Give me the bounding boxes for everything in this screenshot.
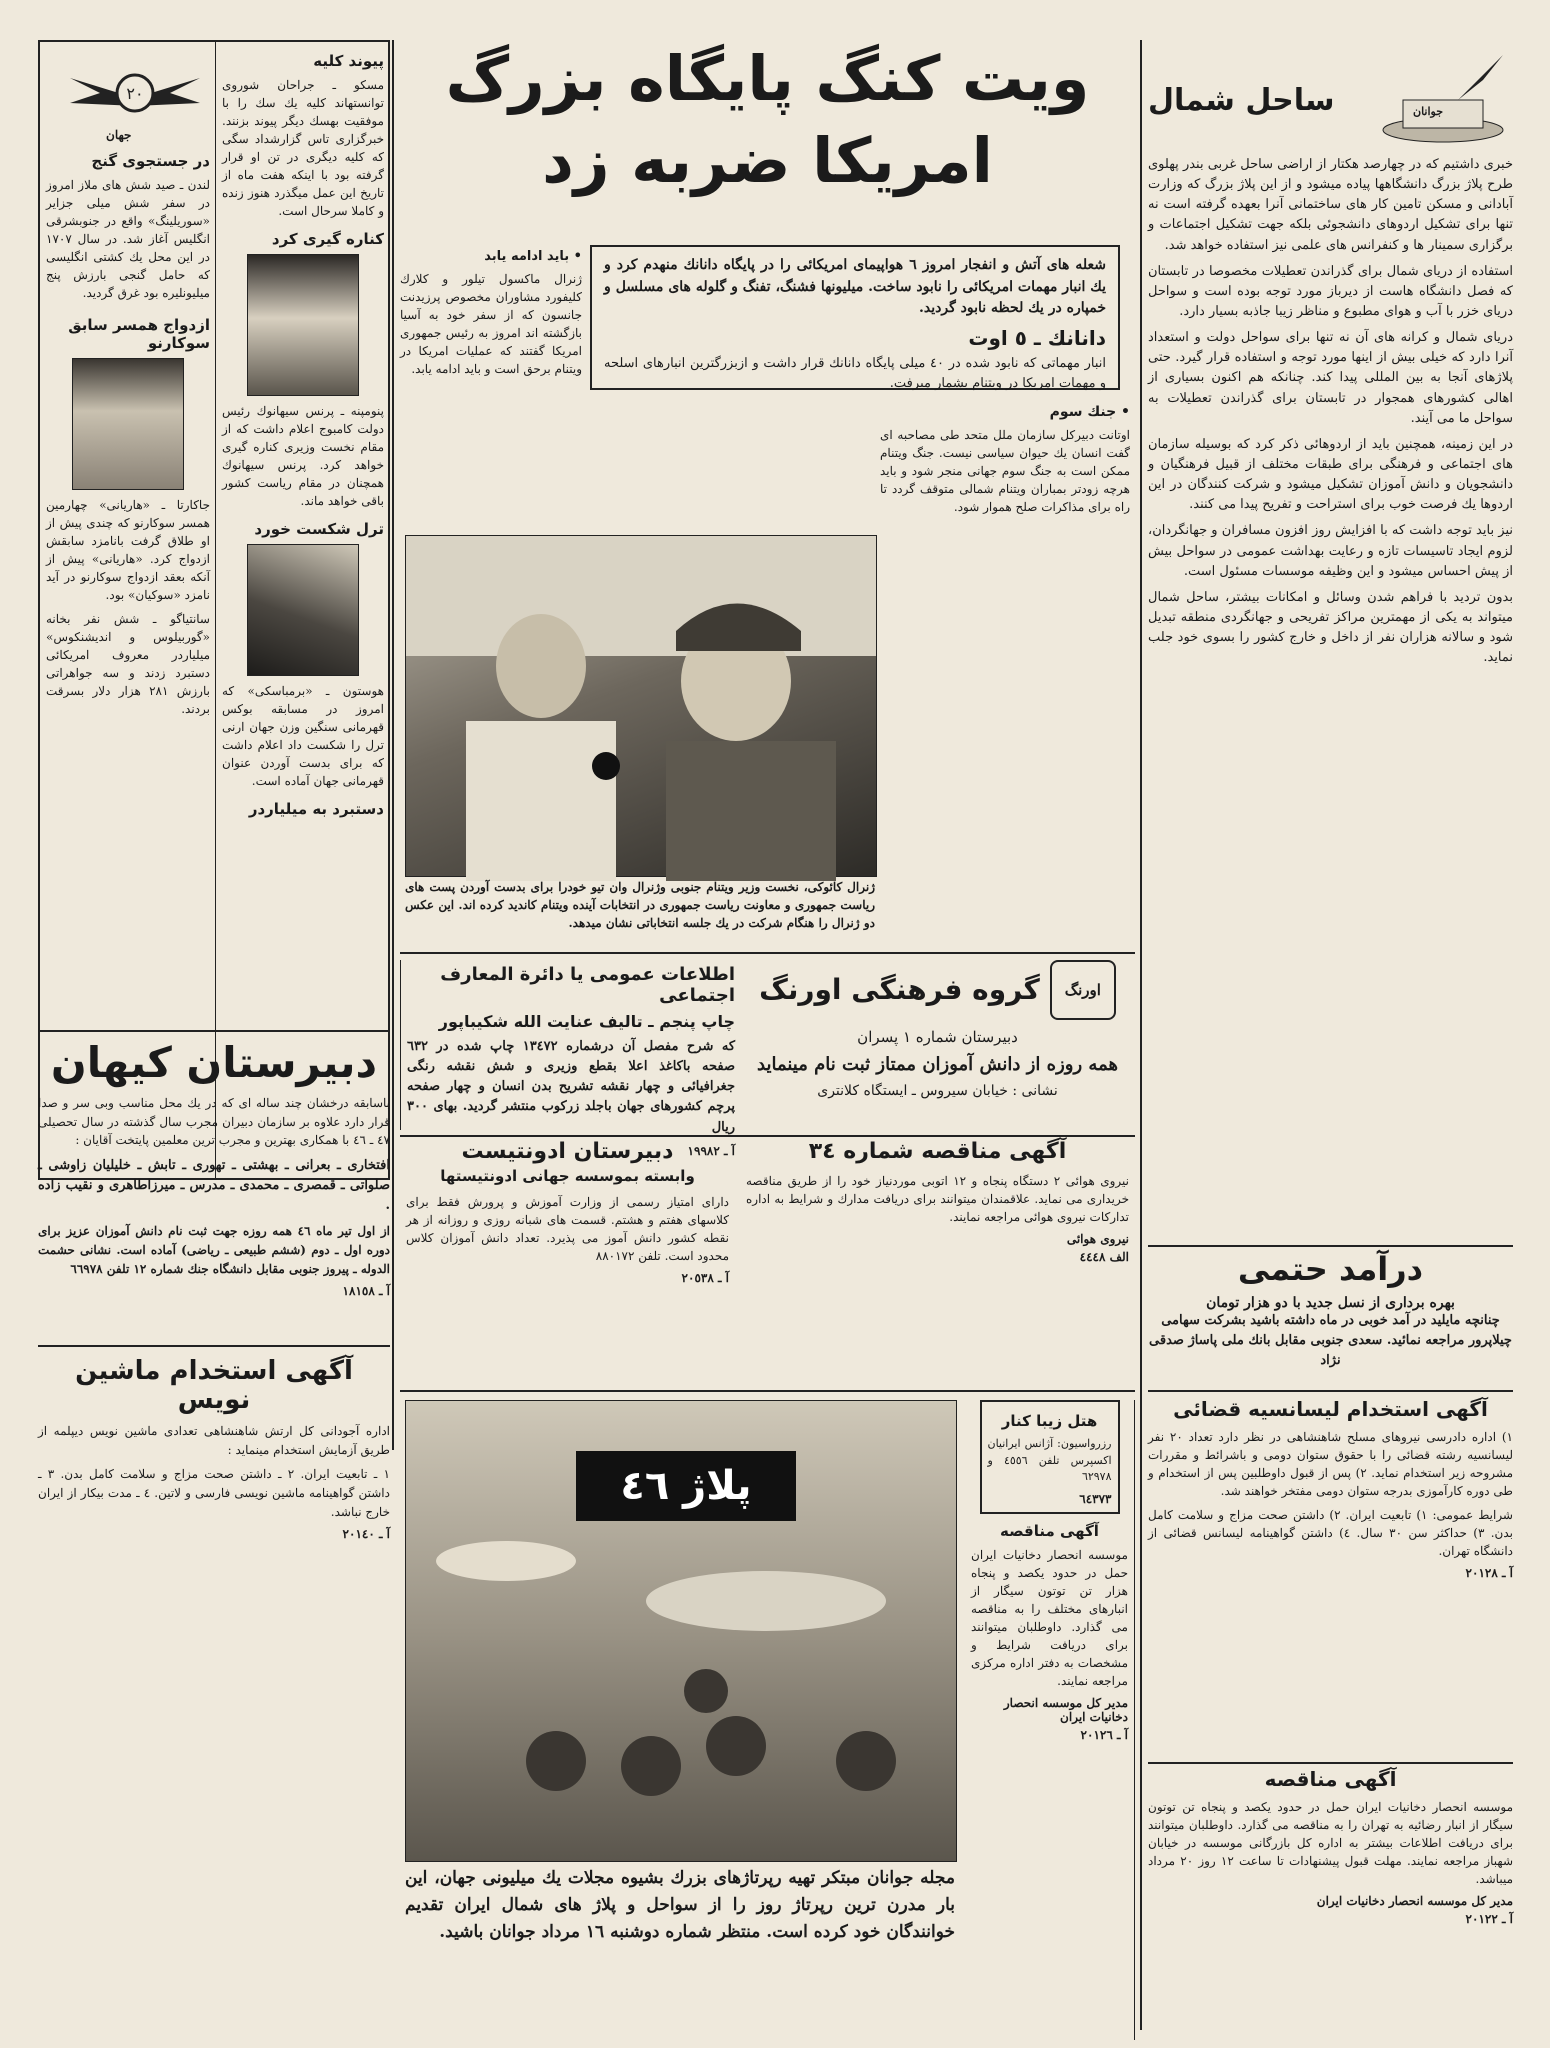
kidney-title: پیوند کلیه — [313, 52, 384, 70]
hotel-title: هتل زیبا کنار — [1001, 1412, 1098, 1430]
kayhan-school-code: آ ـ ١٨١٥٨ — [342, 1284, 390, 1299]
tender34-code: الف ٤٤٤٨ — [1079, 1250, 1129, 1265]
hotel-code: ٦٤٣٧٣ — [1079, 1491, 1112, 1506]
avrang-school: دبیرستان شماره ۱ پسران — [857, 1028, 1018, 1046]
hotel-ad — [980, 1400, 1120, 1514]
avrang-text: همه روزه از دانش آموزان ممتاز ثبت نام مینماید — [757, 1054, 1118, 1075]
section-rule — [400, 952, 1135, 954]
typist-title: آگهی استخدام ماشین نویس — [75, 1356, 353, 1415]
right-p5: نیز باید توجه داشت که با افزایش روز افزون مسافران و جهانگردان، لزوم ایجاد تاسیسات تازه و رعایت بهداشت عمومی در سواحل بیش از پیش احساس میشود و این وظیفه موسسات مسئول است. — [1148, 523, 1513, 579]
war-label: • جنك سوم — [1049, 404, 1130, 420]
left-news-box — [38, 40, 390, 1180]
textile-tender-text: موسسه انحصار دخانیات ایران حمل در حدود یکصد و پنجاه هزار تن توتون سیگار از انبارهای مختلف را به مناقصه می گذارد. داوطلبان میتوانند برای دریافت شرایط و مشخصات به دفتر اداره مرکزی مراجعه نمایند. — [971, 1547, 1128, 1688]
tender2-text: موسسه انحصار دخانیات ایران حمل در حدود یکصد و پنجاه تن توتون سیگار از انبار رضائیه به تهران را به مناقصه می گذارد. داوطلبان میتوانند برای دریافت اطلاعات بیشتر به اداره کل بازرگانی موسسه در خیابان شهباز مراجعه نمایند. مهلت قبول پیشنهادات تا ساعت ١٢ روز ٢٠ مرداد میباشد. — [1148, 1800, 1513, 1886]
encyclopedia-subtitle: چاپ پنجم ـ تالیف عنایت الله شکیباپور — [438, 1012, 735, 1031]
kayhan-emblem — [46, 48, 210, 148]
adventist-subtitle: وابسته بموسسه جهانی ادونتیستها — [440, 1167, 695, 1186]
adventist-text: دارای امتیاز رسمی از وزارت آموزش و پرورش فقط برای کلاسهای هفتم و هشتم. قسمت های شبانه روزی و روزانه از هر نقطه کشور دانش آموز می پذیرد. تعداد دانش آموزان کلاس محدود است. تلفن ٨٨٠١٧٢ — [406, 1194, 729, 1263]
encyclopedia-code: آ ـ ١٩٩٨٢ — [687, 1143, 735, 1158]
judicial-text: ١) اداره دادرسی نیروهای مسلح شاهنشاهی در نظر دارد تعداد ٢٠ نفر لیسانسیه رشته قضائی را با حقوق ستوان دومی و باشرائط و مقررات مشروحه زیر استخدام نماید. ٢) پس از قبول داوطلبین پس از استخدام و طی دوره کارآموزی بدرجه ستوان دومی مفتخر خواهند شد. — [1148, 1430, 1513, 1498]
photo-harjani — [72, 358, 184, 490]
right-p4: در این زمینه، همچنین باید از اردوهائی ذکر کرد که بوسیله سازمان های اجتماعی و فرهنگی برای طبقات مختلف از قبیل فرهنگیان و دانشجویان و دانش آموزان تشکیل میشود و شرکت کنندگان در این اردوها یك فرصت خوب برای استراحت و تفریح پیدا می کنند. — [1148, 436, 1513, 513]
section-rule — [400, 1135, 1135, 1137]
column-rule — [392, 40, 394, 1450]
right-p2: استفاده از دریای شمال برای گذراندن تعطیلات مخصوصا در تابستان که فصل دانشگاه هاست از دیرباز مورد توجه بوده است و سواحل دریای خزر با آب و هوای مطبوع و مناظر زیبا جاذبه بسیار دارد. — [1148, 263, 1513, 319]
section-rule — [1148, 1390, 1513, 1392]
section-rule — [1148, 1762, 1513, 1764]
photo-terrell — [247, 544, 359, 676]
continue-label: • باید ادامه یابد — [484, 249, 582, 264]
judicial-conditions: شرایط عمومی: ١) تابعیت ایران. ٢) داشتن صحت مزاج و سلامت کامل بدن. ٣) حداکثر سن ٣٠ سال. ٤) داشتن گواهینامه لیسانس قضائی از دانشگاه تهران. — [1148, 1508, 1514, 1558]
plage-caption: مجله جوانان مبتکر تهیه رپرتاژهای بزرك بشیوه مجلات یك میلیونی جهان، این بار مدرن ترین رپرتاژ روز را از سواحل و پلاژ های شمال ایران تقدیم خوانندگان خود کرده است. منتظر شماره دوشنبه ١٦ مرداد جوانان باشید. — [405, 1868, 955, 1943]
adventist-code: آ ـ ٢٠٥٣٨ — [681, 1270, 729, 1285]
kayhan-school-title: دبیرستان کیهان — [50, 1038, 378, 1087]
avrang-address: نشانی : خیابان سیروس ـ ایستگاه کلانتری — [817, 1083, 1058, 1099]
tender2-signature: مدیر کل موسسه انحصار دخانیات ایران — [1316, 1894, 1513, 1908]
tender34-text: نیروی هوائی ۲ دستگاه پنجاه و ۱۲ اتوبی موردنیاز خود را از طریق مناقصه خریداری می نماید. علاقمندان میتوانند برای دریافت مدارك و شرایط به اداره تدارکات نیروی هوائی مراجعه نمایند. — [746, 1174, 1129, 1225]
encyclopedia-text: که شرح مفصل آن درشماره ١٣٤٧٢ چاپ شده در ٦٣٢ صفحه باکاغذ اعلا بقطع وزیری و شش نقشه رنگی جغرافیائی و چهار نقشه تشریح بدن انسان و چهار صفحه پرچم کشورهای جهان باجلد زرکوب منتشر گردید. بهای ۳۰۰ ریال — [407, 1039, 736, 1135]
left-subcolumn-b — [222, 48, 384, 1168]
treasure-text: لندن ـ صید شش های ملاز امروز در سفر شش میلی جزایر «سوریلینگ» واقع در جنوبشرقی انگلیس آغاز شد. در سال ۱۷۰۷ در این محل یك کشتی انگلیسی که حامل گنجی بارزش پنج میلیونلیره بود غرق گردید. — [46, 178, 210, 300]
textile-tender-signature: مدیر کل موسسه انحصار دخانیات ایران — [1003, 1695, 1128, 1724]
continue-article — [400, 245, 582, 475]
plage-illustration — [406, 1401, 956, 1861]
column-rule — [215, 42, 216, 1178]
typist-text: اداره آجودانی کل ارتش شاهنشاهی تعدادی ماشین نویس دیپلمه از طریق آزمایش استخدام مینماید : — [38, 1424, 390, 1457]
textile-tender-title: آگهی مناقصه — [1000, 1521, 1099, 1540]
emblem-label: جهان — [106, 128, 132, 142]
headline-block — [400, 42, 1135, 235]
kayhan-school-ad — [38, 1030, 390, 1340]
section-rule — [1148, 1245, 1513, 1247]
headline-line-2: امریکا ضربه زد — [542, 124, 993, 198]
photo-illustration — [406, 536, 876, 876]
right-title: ساحل شمال — [1148, 82, 1335, 118]
marriage-text: جاکارتا ـ «هاریانی» چهارمین همسر سوکارنو که چندی پیش از او طلاق گرفت بانامزد سابقش ازدواج کرد. «هاریانی» پیش از آنکه بعقد ازدواج سوکارنو در آید نامزد «سوکیان» بود. — [46, 498, 210, 602]
right-column — [1148, 45, 1513, 1245]
textile-tender-code: آ ـ ٢٠١٢٦ — [1080, 1727, 1128, 1742]
quill-icon — [1373, 50, 1513, 150]
judicial-ad — [1148, 1398, 1513, 1758]
hotel-text: رزرواسیون: آژانس ایرانیان اکسپرس تلفن ٤٥٥٦ و ٦٢٩٧٨ — [987, 1437, 1112, 1483]
javanan-label: جوانان — [1413, 105, 1444, 118]
judicial-title: آگهی استخدام لیسانسیه قضائی — [1173, 1397, 1488, 1421]
tender2-code: آ ـ ٢٠١٢٢ — [1465, 1912, 1513, 1926]
left-subcolumn-a — [46, 48, 210, 1168]
treasure-title: در جستجوی گنج — [91, 152, 210, 170]
lead-text: شعله های آتش و انفجار امروز ٦ هواپیمای امریکائی را در پایگاه دانانك منهدم کرد و یك انبار مهمات امریکائی را نابود ساخت. میلیونها فشنگ، تفنگ و گلوله های مسلسل و خمپاره در یك لحظه نابود گردید. — [604, 257, 1107, 317]
tender34-signature: نیروی هوائی — [1066, 1232, 1129, 1247]
plage-caption-block — [405, 1865, 955, 2035]
tender2-title: آگهی مناقصه — [1264, 1767, 1397, 1791]
notice-adventist — [400, 1140, 735, 1380]
avrang-logo: اورنگ — [1050, 960, 1116, 1020]
plage-sign: پلاژ ٤٦ — [576, 1451, 796, 1521]
kayhan-school-enroll: از اول تیر ماه ٤٦ همه روزه جهت ثبت نام دانش آموزان عزیز برای دوره اول ـ دوم (ششم طبیعی ـ ریاضی) آماده است. نشانی حشمت الدوله ـ پیروز جنوبی مقابل دانشگاه جنك شماره ١٢ تلفن ٦٦٩٧٨ — [38, 1224, 390, 1276]
tender2-ad — [1148, 1768, 1513, 2038]
income-text: چنانچه مایلید در آمد خوبی در ماه داشته باشید بشرکت سهامی چیلاپرور مراجعه نمائید. سعدی جنوبی مقابل بانك ملی پاساژ صدقی نژاد — [1149, 1313, 1512, 1369]
resign-title: کناره گیری کرد — [271, 230, 384, 248]
emblem-icon — [60, 48, 210, 138]
encyclopedia-title: اطلاعات عمومی یا دائرة المعارف اجتماعی — [440, 964, 735, 1006]
typist-ad — [38, 1345, 390, 1765]
photo-caption-block — [405, 878, 875, 948]
defeat-title: ترل شکست خورد — [254, 520, 384, 538]
kayhan-school-text: باسابقه درخشان چند ساله ای که در یك محل مناسب وبی سر و صدا قرار دارد علاوه بر سازمان دبیران مجرب سال گذشته در سال تحصیلی ٤٧ ـ ٤٦ با همکاری بهترین و مجرب ترین معلمین پایتخت آقایان : — [38, 1096, 390, 1148]
continue-text: ژنرال ماکسول تیلور و کلارك کلیفورد مشاوران مخصوص پرزیدنت جانسون که از سفر خود به آسیا بازگشته اند امروز به رئیس جمهوری امریکا گفتند که عملیات امریکا در ویتنام برحق است و باید ادامه یابد. — [400, 272, 582, 376]
headline-line-1: ویت کنگ پایگاه بزرگ — [445, 42, 1090, 115]
typist-code: آ ـ ٢٠١٤٠ — [342, 1527, 390, 1542]
income-title: درآمد حتمی — [1237, 1250, 1424, 1288]
right-p6: بدون تردید با فراهم شدن وسائل و امکانات بیشتر، ساحل شمال میتواند به یکی از مهمترین مراکز تفریحی و جهانگردی منطقه تبدیل شود و سالانه هزاران نفر از داخل و خارج کشور را بسوی خود جلب نماید. — [1148, 589, 1513, 666]
notice-tender-34 — [740, 1140, 1135, 1380]
resign-text: پنومپنه ـ پرنس سیهانوك رئیس دولت کامبوج اعلام داشت که از مقام نخست وزیری کناره گیری خواهد کرد. پرنس سیهانوك همچنان در مقام ریاست کشور باقی خواهد ماند. — [222, 404, 384, 508]
notice-avrang — [740, 960, 1135, 1130]
kidney-text: مسکو ـ جراحان شوروی توانستهاند کلیه یك سك را با موفقیت بهسك دیگر پیوند بزنند. خبرگزاری تاس گزارشداد سگی که کلیه دیگری در تن او قرار گرفته بود با اینکه هفت ماه از تاریخ این عمل میگذرد هنوز زنده و کاملا سرحال است. — [222, 78, 384, 218]
defeat-text: هوستون ـ «برمباسکی» که امروز در مسابقه بوکس قهرمانی سنگین وزن جهان ارنی ترل را شکست داد اعلام داشت که برای بدست آوردن عنوان قهرمانی جهان آماده است. — [222, 684, 384, 788]
photo-sihanouk — [247, 254, 359, 396]
column-rule — [1140, 40, 1142, 2030]
dateline: دانانك ـ ٥ اوت — [968, 326, 1106, 351]
kayhan-school-teachers: افتخاری ـ بعرانی ـ بهشتی ـ تهوری ـ تابش ـ خلیلیان زاوشی ـ صلواتی ـ قمصری ـ محمدی ـ مدرس ـ میرزاطاهری و نقیب زاده . — [38, 1157, 390, 1214]
war-article — [880, 400, 1130, 930]
marriage-title: ازدواج همسر سابق سوکارنو — [68, 316, 210, 352]
photo-plage — [405, 1400, 957, 1862]
lead-text-2: انبار مهماتی که نابود شده در ٤٠ میلی پایگاه دانانك قرار داشت و ازبزرگترین انبارهای اسلحه و مهمات امریکا در ویتنام بشمار میرفت. — [604, 356, 1107, 392]
avrang-title: گروه فرهنگی اورنگ — [759, 972, 1040, 1006]
typist-conditions: ١ ـ تابعیت ایران. ٢ ـ داشتن صحت مزاج و سلامت کامل بدن. ٣ ـ داشتن گواهینامه ماشین نویسی فارسی و لاتین. ٤ ـ مدت بیکار از ایران خارج نباشد. — [38, 1467, 390, 1519]
judicial-code: آ ـ ٢٠١٢٨ — [1465, 1566, 1513, 1580]
tender34-title: آگهی مناقصه شماره ٣٤ — [808, 1139, 1067, 1164]
income-ad — [1148, 1252, 1513, 1382]
javanan-emblem — [1373, 50, 1513, 150]
photo-generals — [405, 535, 877, 877]
photo-caption: ژنرال کائوکی، نخست وزیر ویتنام جنوبی وژنرال وان تیو خودرا برای بدست آوردن پست های ریاست جمهوری و معاونت ریاست جمهوری در انتخابات آینده ویتنام کاندید کرده اند. این عکس دو ژنرال را هنگام شرکت در یك جلسه انتخاباتی نشان میدهد. — [405, 880, 875, 930]
right-p1: خبری داشتیم که در چهارصد هکتار از اراضی ساحل غربی بندر پهلوی طرح پلاژ بزرگ دانشگاهها پیاده میشود و از این پلاژ بزرگ که وزارت آبادانی و مسکن تامین کار های ساختمانی آنرا بعهده گرفته است نه تنها برای تشکیل اردوهای دانشجوئی بلکه جهت تشکیل اجتماعات و برگزاری سمینار ها و کنفرانس های علمی نیز استفاده خواهد شد. — [1148, 157, 1513, 253]
lead-box — [590, 245, 1120, 390]
section-rule — [400, 1390, 1135, 1392]
svg-text:٢٠: ٢٠ — [126, 84, 144, 103]
billionaire-text: سانتیاگو ـ شش نفر بخانه «گوربیلوس و اندیشنکوس» میلیاردر معروف امریکائی دستبرد زدند و سه جواهراتی بارزش ۲۸۱ هزار دلار بسرقت بردند. — [46, 612, 210, 716]
hotel-tender-column — [965, 1400, 1135, 2040]
income-subtitle: بهره برداری از نسل جدید با دو هزار تومان — [1206, 1295, 1455, 1312]
right-p3: دریای شمال و کرانه های آن نه تنها برای سواحل دولت و استعداد آنرا دارد که خیلی بیش از اینها مورد توجه و استفاده قرار گیرد. حتی پلاژهای آنجا به بین المللی پیدا کند. چنانکه هم اکنون بسیاری از اهالی کشورهای همجوار در تابستان برای گذراندن تعطیلات به سواحل ما می آیند. — [1148, 330, 1513, 426]
adventist-title: دبیرستان ادونتیست — [461, 1139, 674, 1164]
war-text: اوتانت دبیرکل سازمان ملل متحد طی مصاحبه ای گفت انسان یك حیوان سیاسی نیست. جنگ ویتنام ممکن است به جنگ سوم جهانی منجر شود و باید هرچه زودتر بمباران ویتنام شمالی متوقف گردد تا راه برای مذاکرات صلح هموار شود. — [880, 428, 1130, 514]
billionaire-title: دستبرد به میلیاردر — [248, 800, 384, 818]
